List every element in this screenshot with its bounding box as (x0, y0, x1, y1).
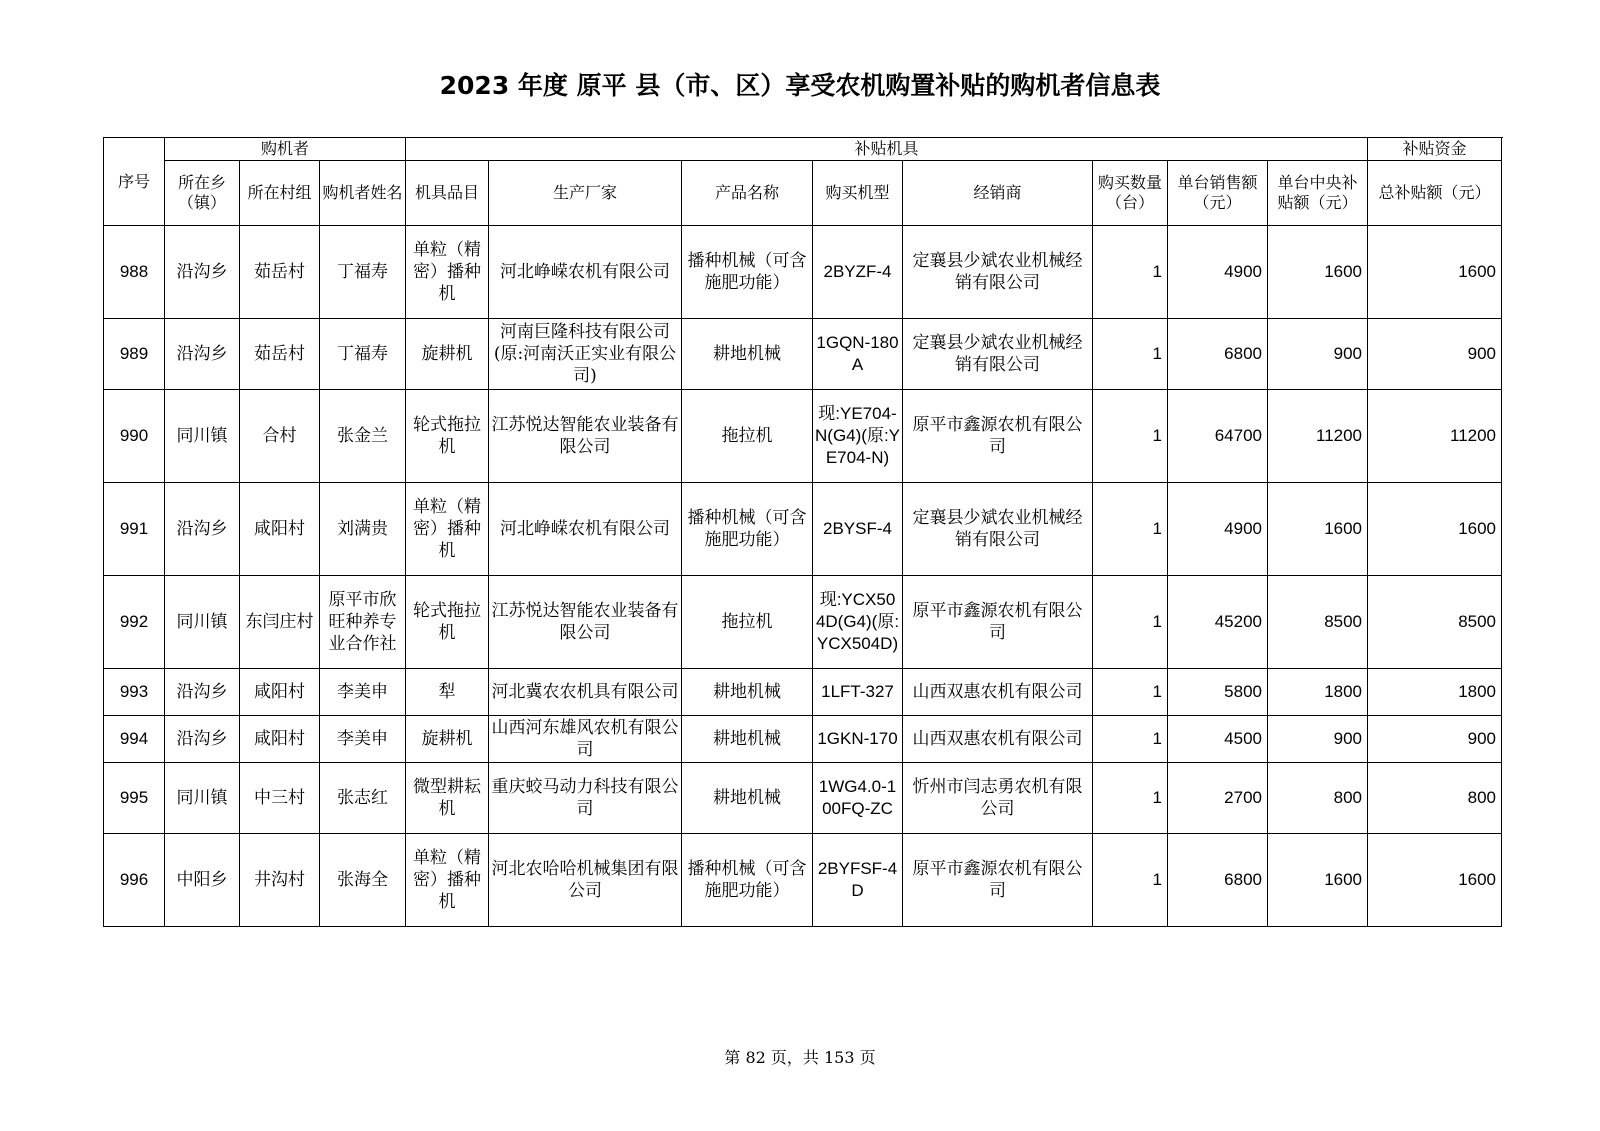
table-row (104, 669, 1502, 716)
page-footer: 第 82 页，共 153 页 (724, 1048, 876, 1067)
cell-dealer: 定襄县少斌农业机械经销有限公司 (903, 483, 1093, 576)
cell-product: 播种机械（可含施肥功能） (682, 834, 813, 927)
cell-buyer: 张志红 (320, 763, 406, 834)
cell-product: 耕地机械 (682, 763, 813, 834)
cell-buyer: 李美申 (320, 669, 406, 716)
table-row (104, 576, 1502, 669)
cell-seq: 992 (104, 576, 165, 669)
cell-qty: 1 (1093, 716, 1168, 763)
cell-central: 1800 (1268, 669, 1368, 716)
cell-village: 茹岳村 (240, 319, 320, 390)
cell-town: 同川镇 (165, 763, 240, 834)
cell-dealer: 忻州市闫志勇农机有限公司 (903, 763, 1093, 834)
cell-category: 单粒（精密）播种机 (406, 483, 489, 576)
header-seq: 序号 (104, 138, 165, 226)
cell-dealer: 原平市鑫源农机有限公司 (903, 390, 1093, 483)
cell-category: 微型耕耘机 (406, 763, 489, 834)
cell-central: 800 (1268, 763, 1368, 834)
table-row (104, 834, 1502, 927)
cell-product: 耕地机械 (682, 669, 813, 716)
cell-qty: 1 (1093, 763, 1168, 834)
cell-seq: 994 (104, 716, 165, 763)
cell-total: 800 (1368, 763, 1502, 834)
cell-model: 1GKN-170 (813, 716, 903, 763)
header-dealer: 经销商 (903, 161, 1093, 226)
cell-manufacturer: 山西河东雄风农机有限公司 (489, 716, 682, 763)
cell-town: 沿沟乡 (165, 319, 240, 390)
header-buyer-name: 购机者姓名 (320, 161, 406, 226)
cell-total: 1600 (1368, 226, 1502, 319)
cell-town: 中阳乡 (165, 834, 240, 927)
cell-price: 45200 (1168, 576, 1268, 669)
cell-dealer: 原平市鑫源农机有限公司 (903, 576, 1093, 669)
cell-seq: 993 (104, 669, 165, 716)
cell-village: 井沟村 (240, 834, 320, 927)
cell-buyer: 原平市欣旺种养专业合作社 (320, 576, 406, 669)
cell-product: 拖拉机 (682, 576, 813, 669)
cell-category: 旋耕机 (406, 716, 489, 763)
cell-qty: 1 (1093, 390, 1168, 483)
cell-model: 现:YCX504D(G4)(原:YCX504D) (813, 576, 903, 669)
cell-price: 4900 (1168, 226, 1268, 319)
cell-qty: 1 (1093, 834, 1168, 927)
table-row (104, 390, 1502, 483)
header-category: 机具品目 (406, 161, 489, 226)
cell-category: 轮式拖拉机 (406, 576, 489, 669)
cell-total: 900 (1368, 716, 1502, 763)
cell-manufacturer: 河南巨隆科技有限公司(原:河南沃正实业有限公司) (489, 319, 682, 390)
header-qty: 购买数量（台） (1093, 161, 1168, 226)
group-header-buyer: 购机者 (165, 138, 406, 161)
cell-seq: 996 (104, 834, 165, 927)
table-row (104, 226, 1502, 319)
cell-qty: 1 (1093, 669, 1168, 716)
header-price: 单台销售额（元） (1168, 161, 1268, 226)
cell-total: 11200 (1368, 390, 1502, 483)
cell-total: 900 (1368, 319, 1502, 390)
cell-town: 同川镇 (165, 576, 240, 669)
cell-qty: 1 (1093, 319, 1168, 390)
cell-price: 6800 (1168, 319, 1268, 390)
header-manufacturer: 生产厂家 (489, 161, 682, 226)
cell-village: 中三村 (240, 763, 320, 834)
cell-town: 沿沟乡 (165, 226, 240, 319)
cell-village: 合村 (240, 390, 320, 483)
cell-buyer: 张金兰 (320, 390, 406, 483)
cell-seq: 988 (104, 226, 165, 319)
cell-seq: 995 (104, 763, 165, 834)
group-header-funds: 补贴资金 (1368, 138, 1502, 161)
cell-total: 8500 (1368, 576, 1502, 669)
header-product: 产品名称 (682, 161, 813, 226)
cell-dealer: 定襄县少斌农业机械经销有限公司 (903, 319, 1093, 390)
header-central-subsidy: 单台中央补贴额（元） (1268, 161, 1368, 226)
cell-product: 耕地机械 (682, 716, 813, 763)
cell-model: 1LFT-327 (813, 669, 903, 716)
table-row (104, 716, 1502, 763)
cell-manufacturer: 重庆蛟马动力科技有限公司 (489, 763, 682, 834)
cell-buyer: 丁福寿 (320, 226, 406, 319)
cell-village: 咸阳村 (240, 669, 320, 716)
cell-manufacturer: 河北农哈哈机械集团有限公司 (489, 834, 682, 927)
cell-town: 沿沟乡 (165, 716, 240, 763)
page-title: 2023 年度 原平 县（市、区）享受农机购置补贴的购机者信息表 (439, 71, 1161, 100)
cell-seq: 990 (104, 390, 165, 483)
cell-category: 轮式拖拉机 (406, 390, 489, 483)
cell-category: 单粒（精密）播种机 (406, 834, 489, 927)
cell-model: 现:YE704-N(G4)(原:YE704-N) (813, 390, 903, 483)
cell-village: 咸阳村 (240, 483, 320, 576)
cell-dealer: 原平市鑫源农机有限公司 (903, 834, 1093, 927)
cell-price: 4500 (1168, 716, 1268, 763)
cell-total: 1600 (1368, 483, 1502, 576)
cell-town: 沿沟乡 (165, 669, 240, 716)
cell-central: 11200 (1268, 390, 1368, 483)
table-row (104, 319, 1502, 390)
group-header-machine: 补贴机具 (406, 138, 1368, 161)
cell-total: 1800 (1368, 669, 1502, 716)
cell-product: 耕地机械 (682, 319, 813, 390)
cell-model: 2BYFSF-4D (813, 834, 903, 927)
cell-qty: 1 (1093, 226, 1168, 319)
header-town: 所在乡（镇） (165, 161, 240, 226)
cell-town: 沿沟乡 (165, 483, 240, 576)
column-header-row (104, 161, 1502, 226)
cell-town: 同川镇 (165, 390, 240, 483)
cell-central: 8500 (1268, 576, 1368, 669)
cell-manufacturer: 江苏悦达智能农业装备有限公司 (489, 576, 682, 669)
cell-village: 咸阳村 (240, 716, 320, 763)
cell-price: 5800 (1168, 669, 1268, 716)
cell-price: 4900 (1168, 483, 1268, 576)
cell-model: 2BYZF-4 (813, 226, 903, 319)
cell-central: 900 (1268, 716, 1368, 763)
cell-model: 2BYSF-4 (813, 483, 903, 576)
cell-village: 东闫庄村 (240, 576, 320, 669)
cell-central: 1600 (1268, 834, 1368, 927)
cell-manufacturer: 河北冀农农机具有限公司 (489, 669, 682, 716)
table-row (104, 483, 1502, 576)
cell-qty: 1 (1093, 576, 1168, 669)
cell-manufacturer: 江苏悦达智能农业装备有限公司 (489, 390, 682, 483)
cell-qty: 1 (1093, 483, 1168, 576)
cell-manufacturer: 河北峥嵘农机有限公司 (489, 483, 682, 576)
group-header-row (104, 138, 1502, 161)
cell-category: 单粒（精密）播种机 (406, 226, 489, 319)
cell-model: 1GQN-180A (813, 319, 903, 390)
cell-dealer: 定襄县少斌农业机械经销有限公司 (903, 226, 1093, 319)
cell-price: 2700 (1168, 763, 1268, 834)
cell-buyer: 张海全 (320, 834, 406, 927)
header-model: 购买机型 (813, 161, 903, 226)
cell-total: 1600 (1368, 834, 1502, 927)
cell-price: 6800 (1168, 834, 1268, 927)
cell-model: 1WG4.0-100FQ-ZC (813, 763, 903, 834)
cell-central: 1600 (1268, 226, 1368, 319)
cell-price: 64700 (1168, 390, 1268, 483)
subsidy-table (103, 137, 1502, 927)
cell-buyer: 李美申 (320, 716, 406, 763)
table-row (104, 763, 1502, 834)
cell-product: 播种机械（可含施肥功能） (682, 483, 813, 576)
cell-buyer: 刘满贵 (320, 483, 406, 576)
cell-category: 犁 (406, 669, 489, 716)
cell-product: 播种机械（可含施肥功能） (682, 226, 813, 319)
cell-central: 900 (1268, 319, 1368, 390)
cell-dealer: 山西双惠农机有限公司 (903, 669, 1093, 716)
cell-dealer: 山西双惠农机有限公司 (903, 716, 1093, 763)
cell-village: 茹岳村 (240, 226, 320, 319)
header-total-subsidy: 总补贴额（元） (1368, 161, 1502, 226)
cell-seq: 989 (104, 319, 165, 390)
header-village: 所在村组 (240, 161, 320, 226)
cell-category: 旋耕机 (406, 319, 489, 390)
cell-seq: 991 (104, 483, 165, 576)
cell-manufacturer: 河北峥嵘农机有限公司 (489, 226, 682, 319)
cell-central: 1600 (1268, 483, 1368, 576)
cell-product: 拖拉机 (682, 390, 813, 483)
cell-buyer: 丁福寿 (320, 319, 406, 390)
